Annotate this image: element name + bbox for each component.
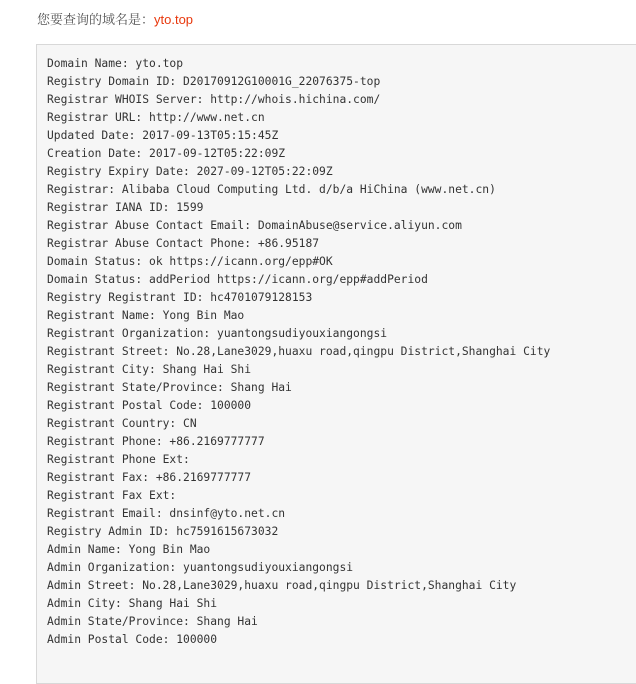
whois-line: Registrar Abuse Contact Email: DomainAbuse@service.aliyun.com	[47, 219, 462, 232]
whois-line: Registrant Postal Code: 100000	[47, 399, 252, 412]
whois-line: Admin Street: No.28,Lane3029,huaxu road,qingpu District,Shanghai City	[47, 579, 517, 592]
whois-line: Admin City: Shang Hai Shi	[47, 597, 218, 610]
whois-line: Registry Domain ID: D20170912G10001G_22076375-top	[47, 75, 381, 88]
whois-line: Registrar WHOIS Server: http://whois.hichina.com/	[47, 93, 381, 106]
whois-line: Registrant Organization: yuantongsudiyouxiangongsi	[47, 327, 388, 340]
whois-line: Registrant Fax Ext:	[47, 489, 177, 502]
whois-line: Registrant State/Province: Shang Hai	[47, 381, 292, 394]
whois-line: Registrar Abuse Contact Phone: +86.95187	[47, 237, 320, 250]
whois-line: Registrant City: Shang Hai Shi	[47, 363, 252, 376]
whois-line: Registrant Street: No.28,Lane3029,huaxu road,qingpu District,Shanghai City	[47, 345, 551, 358]
whois-line: Creation Date: 2017-09-12T05:22:09Z	[47, 147, 286, 160]
whois-line: Registrar IANA ID: 1599	[47, 201, 204, 214]
whois-line: Admin Organization: yuantongsudiyouxiangongsi	[47, 561, 354, 574]
whois-line: Registrant Country: CN	[47, 417, 197, 430]
whois-line: Registrant Name: Yong Bin Mao	[47, 309, 245, 322]
whois-line: Registrant Phone Ext:	[47, 453, 190, 466]
whois-line: Registrant Fax: +86.2169777777	[47, 471, 252, 484]
whois-line: Registry Expiry Date: 2027-09-12T05:22:09Z	[47, 165, 333, 178]
query-heading	[37, 10, 193, 30]
whois-line: Admin State/Province: Shang Hai	[47, 615, 258, 628]
whois-line: Admin Name: Yong Bin Mao	[47, 543, 211, 556]
whois-line: Updated Date: 2017-09-13T05:15:45Z	[47, 129, 279, 142]
whois-result-box	[36, 44, 636, 684]
whois-line: Domain Status: addPeriod https://icann.org/epp#addPeriod	[47, 273, 428, 286]
whois-line: Domain Status: ok https://icann.org/epp#OK	[47, 255, 333, 268]
whois-line: Registry Admin ID: hc7591615673032	[47, 525, 279, 538]
whois-line: Admin Postal Code: 100000	[47, 633, 218, 646]
whois-line: Registrar URL: http://www.net.cn	[47, 111, 265, 124]
whois-line: Registrant Email: dnsinf@yto.net.cn	[47, 507, 286, 520]
query-prefix: 您要查询的域名是：	[37, 12, 155, 27]
whois-line: Registrar: Alibaba Cloud Computing Ltd. d/b/a HiChina (www.net.cn)	[47, 183, 496, 196]
whois-line: Registry Registrant ID: hc4701079128153	[47, 291, 313, 304]
whois-line: Domain Name: yto.top	[47, 57, 184, 70]
query-domain: yto.top	[154, 12, 194, 27]
whois-line: Registrant Phone: +86.2169777777	[47, 435, 265, 448]
